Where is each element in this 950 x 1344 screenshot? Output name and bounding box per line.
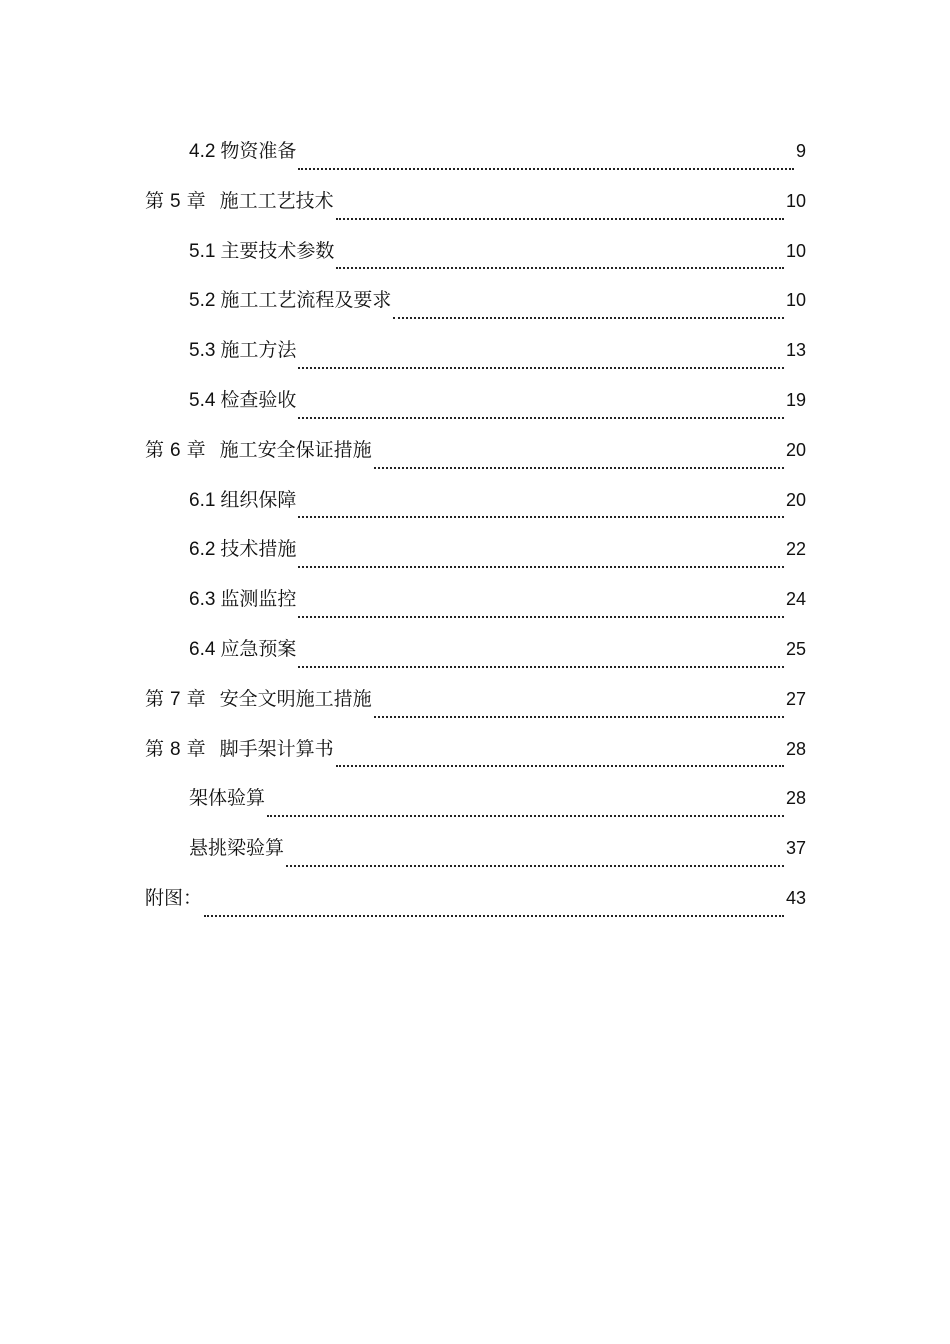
entry-text: 施工工艺流程及要求 (220, 290, 392, 312)
toc-entry[interactable] (145, 283, 806, 333)
entry-text: 施工安全保证措施 (219, 439, 372, 461)
entry-text: 施工工艺技术 (219, 190, 334, 212)
toc-entry-title (189, 782, 265, 816)
chapter-prefix: 第 (145, 190, 165, 212)
chapter-number: 5 (170, 190, 181, 212)
chapter-suffix: 章 (186, 190, 206, 212)
entry-text: 检查验收 (220, 389, 297, 411)
page-number: 24 (785, 589, 806, 610)
toc-entry-title (189, 284, 391, 318)
toc-entry[interactable] (145, 682, 806, 732)
entry-text: 物资准备 (220, 141, 297, 162)
section-number: 5.4 (189, 389, 216, 411)
dot-leader (336, 765, 784, 767)
page-number: 10 (785, 190, 806, 211)
chapter-suffix: 章 (186, 439, 206, 461)
toc-entry-title (145, 434, 372, 468)
page-number: 10 (785, 240, 806, 261)
toc-entry[interactable] (145, 184, 806, 234)
chapter-number: 8 (170, 738, 181, 760)
page-number: 28 (785, 788, 806, 809)
entry-text: 应急预案 (220, 638, 297, 660)
toc-entry[interactable] (145, 781, 806, 831)
entry-text: 主要技术参数 (220, 240, 335, 262)
toc-entry[interactable] (145, 732, 806, 782)
toc-entry[interactable] (145, 383, 806, 433)
toc-entry-title (189, 832, 284, 866)
section-number: 5.3 (189, 340, 216, 362)
dot-leader (267, 815, 784, 817)
toc-entry-title (189, 583, 296, 617)
dot-leader (298, 666, 784, 668)
dot-leader (298, 616, 784, 618)
toc-entry-title (145, 683, 372, 717)
dot-leader (204, 915, 784, 917)
toc-entry-title (145, 882, 202, 916)
toc-entry[interactable] (145, 831, 806, 881)
toc-entry-title (189, 135, 296, 169)
entry-text: 附图： (145, 887, 203, 909)
dot-leader (374, 467, 784, 469)
entry-text: 施工方法 (220, 340, 297, 362)
toc-entry-title (145, 733, 334, 767)
dot-leader (374, 716, 784, 718)
entry-text: 技术措施 (220, 539, 297, 561)
toc-entry[interactable] (145, 433, 806, 483)
chapter-suffix: 章 (186, 688, 206, 710)
entry-text: 脚手架计算书 (219, 738, 334, 760)
dot-leader (298, 566, 784, 568)
chapter-number: 6 (170, 439, 181, 461)
chapter-prefix: 第 (145, 688, 165, 710)
toc-entry[interactable] (145, 881, 806, 931)
toc-entry-title (145, 185, 334, 219)
dot-leader (336, 267, 784, 269)
page-number: 9 (795, 141, 806, 161)
dot-leader (286, 865, 784, 867)
section-number: 6.4 (189, 638, 216, 660)
page-number: 27 (785, 688, 806, 709)
dot-leader (298, 367, 784, 369)
entry-text: 监测监控 (220, 589, 297, 611)
dot-leader (298, 168, 794, 170)
toc-entry-title (189, 533, 296, 567)
toc-entry[interactable] (145, 532, 806, 582)
dot-leader (298, 516, 784, 518)
entry-text: 组织保障 (220, 489, 297, 511)
page-number: 10 (785, 290, 806, 311)
dot-leader (336, 218, 784, 220)
dot-leader (393, 317, 784, 319)
section-number: 6.1 (189, 489, 216, 511)
toc-entry-title (189, 633, 296, 667)
page-number: 43 (785, 887, 806, 908)
toc-entry[interactable] (145, 483, 806, 533)
section-number: 6.2 (189, 539, 216, 561)
chapter-number: 7 (170, 688, 181, 710)
toc-entry[interactable] (145, 632, 806, 682)
dot-leader (298, 417, 784, 419)
entry-text: 架体验算 (189, 788, 266, 810)
chapter-suffix: 章 (186, 738, 206, 760)
section-number: 5.2 (189, 290, 216, 312)
chapter-prefix: 第 (145, 738, 165, 760)
toc-entry[interactable] (145, 134, 806, 184)
toc-entry[interactable] (145, 333, 806, 383)
toc-entry[interactable] (145, 582, 806, 632)
toc-entry-title (189, 484, 296, 518)
page-number: 25 (785, 638, 806, 659)
page-number: 20 (785, 489, 806, 510)
entry-text: 悬挑梁验算 (189, 838, 285, 860)
toc-entry-title (189, 334, 296, 368)
page-number: 28 (785, 738, 806, 759)
section-number: 6.3 (189, 589, 216, 611)
table-of-contents (145, 134, 806, 931)
page-number: 22 (785, 539, 806, 560)
page-number: 13 (785, 340, 806, 361)
chapter-prefix: 第 (145, 439, 165, 461)
toc-entry[interactable] (145, 234, 806, 284)
page-number: 20 (785, 439, 806, 460)
section-number: 4.2 (189, 141, 216, 162)
entry-text: 安全文明施工措施 (219, 688, 372, 710)
toc-entry-title (189, 384, 296, 418)
page-number: 37 (785, 838, 806, 859)
toc-entry-title (189, 235, 334, 269)
section-number: 5.1 (189, 240, 216, 262)
page-number: 19 (785, 389, 806, 410)
